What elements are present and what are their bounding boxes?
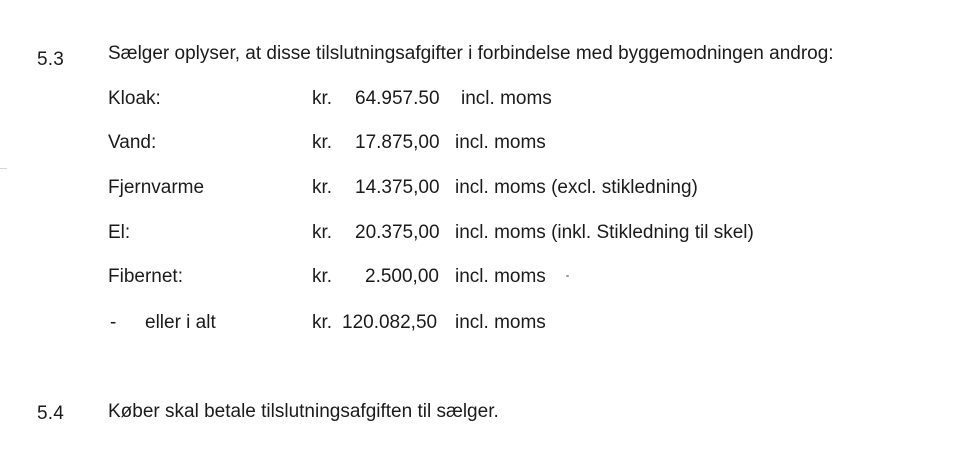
fee-note: incl. moms bbox=[455, 132, 546, 153]
section-text-5-3: Sælger oplyser, at disse tilslutningsafgifter i forbindelse med byggemodningen androg: bbox=[108, 43, 834, 64]
section-number-5-3: 5.3 bbox=[37, 49, 65, 70]
total-label: eller i alt bbox=[145, 312, 216, 333]
fee-row-el bbox=[0, 222, 960, 252]
section-text-5-4: Køber skal betale tilslutningsafgiften til sælger. bbox=[108, 401, 499, 422]
fee-currency: kr. bbox=[312, 266, 333, 287]
fee-currency: kr. bbox=[312, 222, 333, 243]
total-currency: kr. bbox=[312, 312, 333, 333]
fee-row-fjernvarme bbox=[0, 177, 960, 207]
fee-amount: 17.875,00 bbox=[355, 132, 440, 153]
fee-note: incl. moms bbox=[461, 88, 552, 109]
fee-amount: 64.957.50 bbox=[355, 88, 440, 109]
section-number-5-4: 5.4 bbox=[37, 403, 65, 424]
total-dash: - bbox=[110, 312, 117, 333]
fee-amount: 14.375,00 bbox=[355, 177, 440, 198]
fee-currency: kr. bbox=[312, 88, 333, 109]
scan-edge-mark bbox=[0, 168, 7, 169]
fee-row-kloak bbox=[0, 88, 960, 118]
fee-row-vand bbox=[0, 132, 960, 162]
fee-row-fibernet bbox=[0, 266, 960, 296]
fee-label: Fibernet: bbox=[108, 266, 183, 287]
total-amount: 120.082,50 bbox=[342, 312, 438, 333]
fee-amount: 2.500,00 bbox=[365, 266, 439, 287]
fee-label: Kloak: bbox=[108, 88, 161, 109]
fee-label: Vand: bbox=[108, 132, 157, 153]
fee-label: Fjernvarme bbox=[108, 177, 205, 198]
total-note: incl. moms bbox=[455, 312, 546, 333]
fee-note: incl. moms (inkl. Stikledning til skel) bbox=[455, 222, 754, 243]
fee-currency: kr. bbox=[312, 177, 333, 198]
fee-row-total bbox=[0, 312, 960, 342]
scan-speck bbox=[566, 275, 569, 277]
fee-note: incl. moms (excl. stikledning) bbox=[455, 177, 698, 198]
fee-amount: 20.375,00 bbox=[355, 222, 440, 243]
fee-currency: kr. bbox=[312, 132, 333, 153]
fee-label: El: bbox=[108, 222, 131, 243]
fee-note: incl. moms bbox=[455, 266, 546, 287]
